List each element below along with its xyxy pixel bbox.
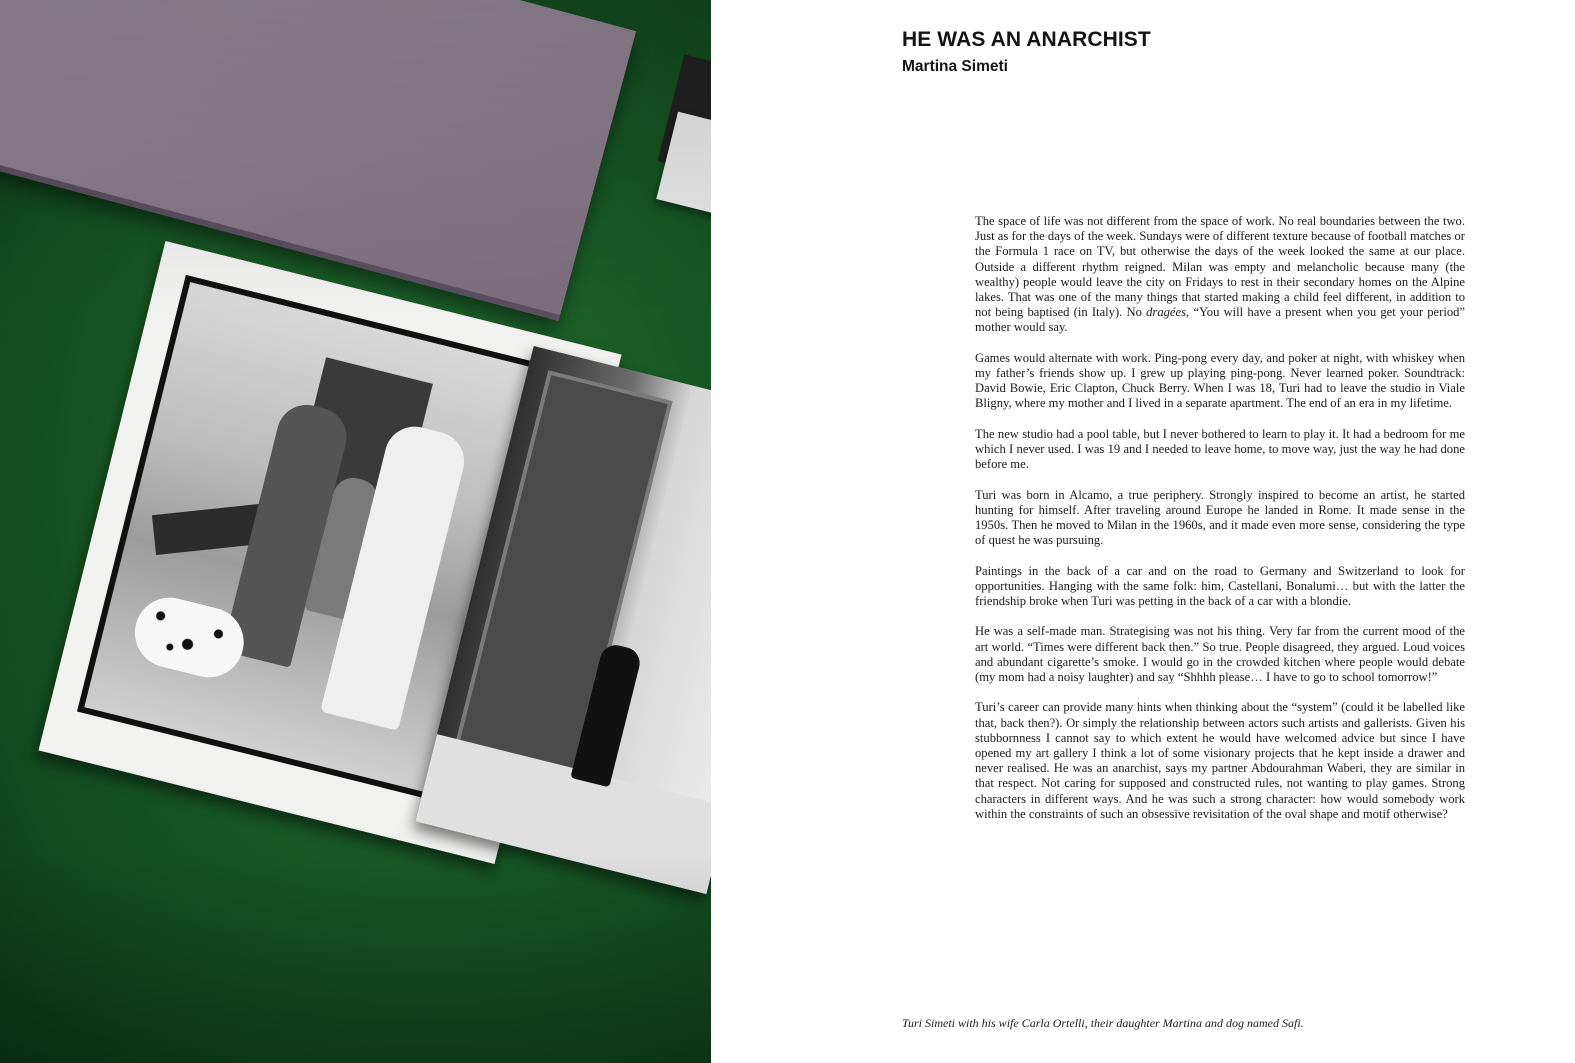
paragraph-7: Turi’s career can provide many hints when thinking about the “system” (could it be labelled like that, back then?). Or simply the relationship between actors such artists and gallerists. Given his stubbornness I cannot say to which extent he would have welcomed advice but since I have opened my art gallery I think a lot of some visionary projects that he kept inside a drawer and never realised. He was an anarchist, says my partner Abdourahman Waberi, they are similar in that respect. Not caring for supposed and constructed rules, not wanting to play games. Strong characters in different ways. And he was such a strong character: how would somebody work within the constraints of such an obsessive revisitation of the oval shape and motif otherwise? [975, 700, 1465, 821]
photo-caption: Turi Simeti with his wife Carla Ortelli, their daughter Martina and dog named Safi. [902, 1016, 1304, 1030]
paragraph-6: He was a self-made man. Strategising was not his thing. Very far from the current mood of the art world. “Times were different back then.” So true. People disagreed, they argued. Loud voices and abundant cigarette’s smoke. I would go in the crowded kitchen where people would debate (my mom had a noisy laughter) and say “Shhhh please… I have to go to school tomorrow!” [975, 624, 1465, 685]
paragraph-4: Turi was born in Alcamo, a true periphery. Strongly inspired to become an artist, he started hunting for himself. After traveling around Europe he landed in Rome. It made sense in the 1950s. Then he moved to Milan in the 1960s, and it made even more sense, considering the type of quest he was pursuing. [975, 487, 1465, 548]
cover-photograph [0, 0, 711, 1063]
article-title: HE WAS AN ANARCHIST [902, 28, 1151, 51]
paragraph-1: The space of life was not different from the space of work. No real boundaries between the two. Just as for the days of the week. Sundays were of different texture because of football matches or the Formula 1 race on TV, but otherwise the days of the week looked the same at our place. Outside a different rhythm reigned. Milan was empty and melancholic because many (the wealthy) people would leave the city on Fridays to rest in their secondary homes on the Alpine lakes. That was one of the many things that started making a child feel different, in addition to not being baptised (in Italy). No dragées, “You will have a present when you get your period” mother would say. [975, 214, 1466, 335]
paragraph-2: Games would alternate with work. Ping-pong every day, and poker at night, with whiskey when my father’s friends show up. I grew up playing ping-pong. Never learned poker. Soundtrack: David Bowie, Eric Clapton, Chuck Berry. When I was 18, Turi had to leave the studio in Viale Bligny, where my mother and I lived in a separate apartment. The end of an era in my lifetime. [975, 350, 1465, 411]
vignette [0, 0, 711, 1063]
article-author: Martina Simeti [902, 58, 1008, 75]
article-body [975, 214, 1465, 837]
paragraph-3: The new studio had a pool table, but I never bothered to learn to play it. It had a bedroom for me which I never used. I was 19 and I needed to leave home, to move way, just the way he had done before me. [975, 426, 1465, 472]
paragraph-5: Paintings in the back of a car and on the road to Germany and Switzerland to look for opportunities. Hanging with the same folk: him, Castellani, Bonalumi… but with the latter the friendship broke when Turi was petting in the back of a car with a blondie. [975, 563, 1465, 609]
